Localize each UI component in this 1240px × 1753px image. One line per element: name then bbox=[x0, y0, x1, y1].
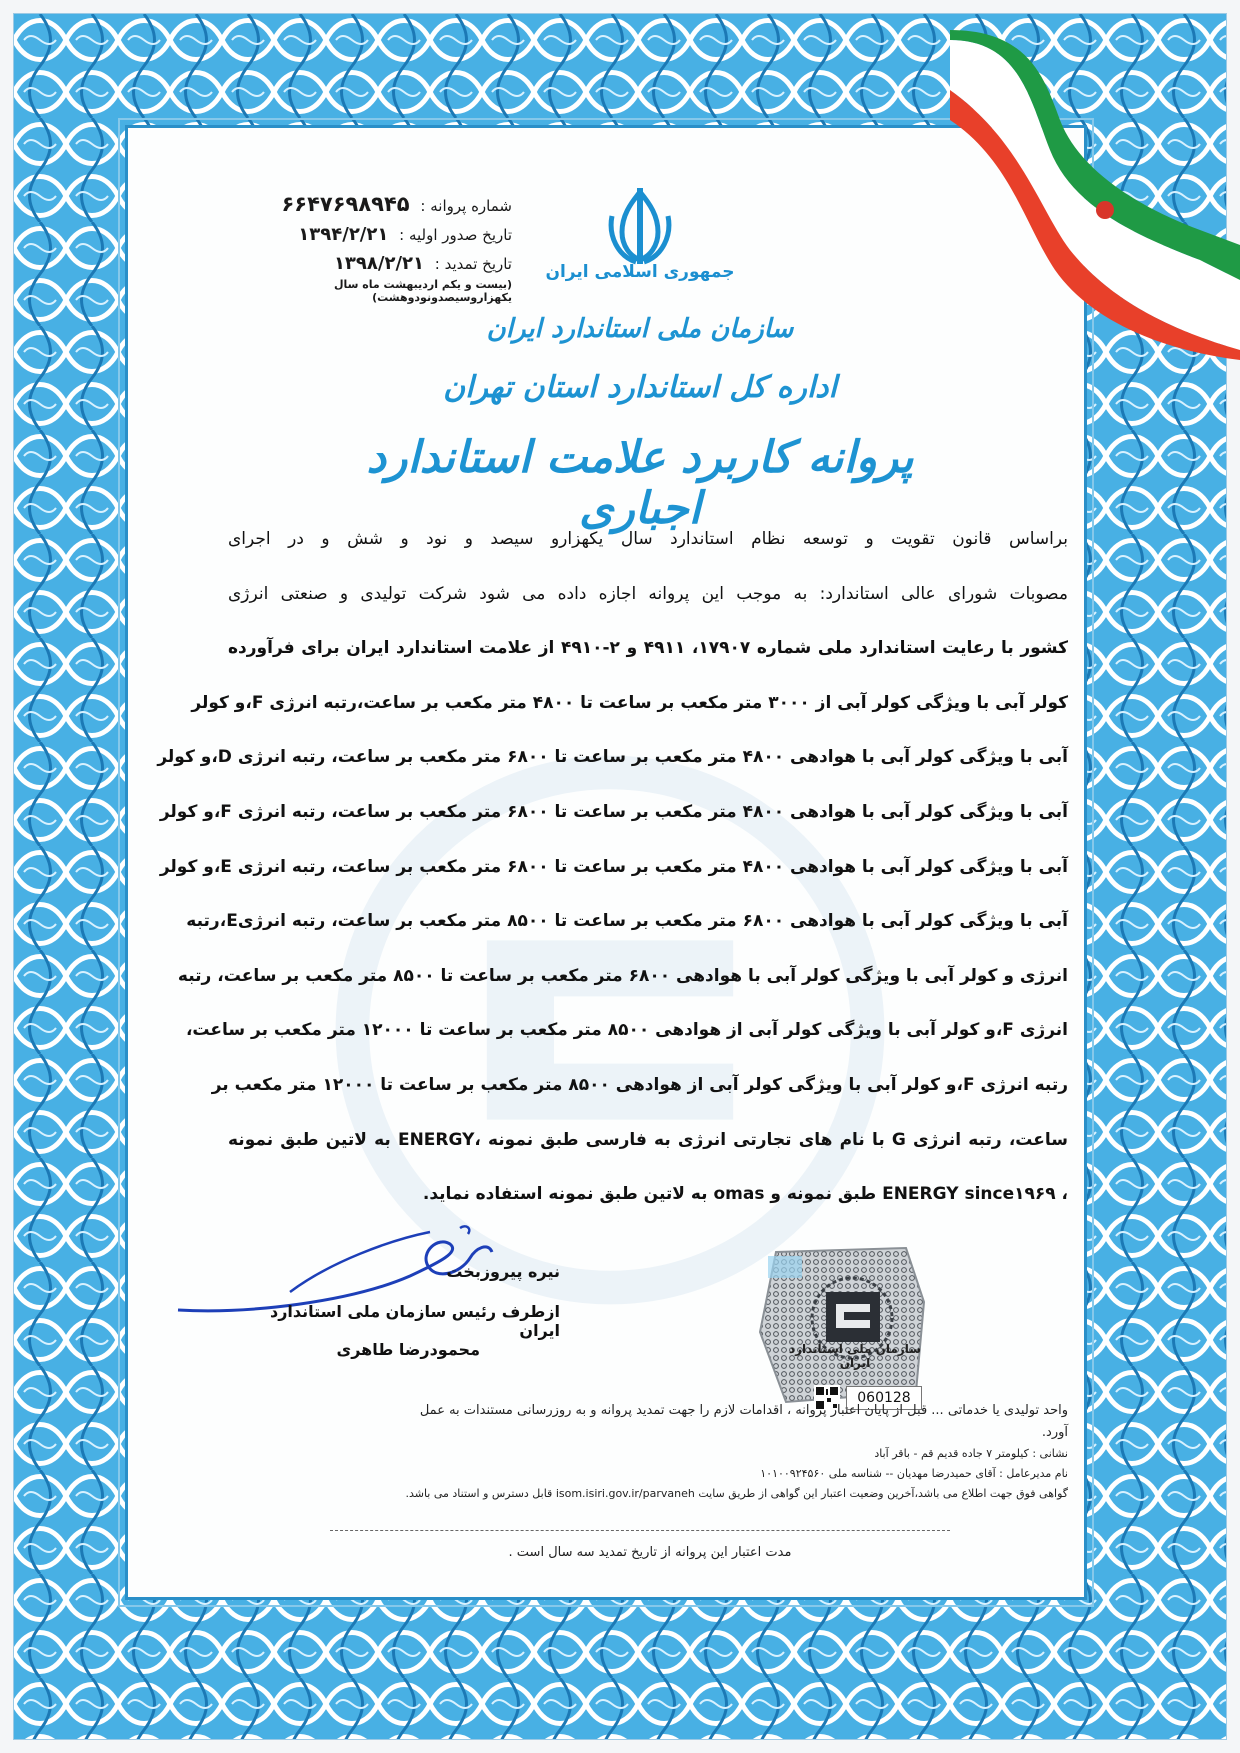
address: نشانی : کیلومتر ۷ جاده قدیم قم - باقر آباد bbox=[874, 1447, 1068, 1460]
issue-date-row bbox=[232, 224, 512, 245]
republic-label: جمهوری اسلامی ایران bbox=[545, 262, 735, 282]
issue-date: ۱۳۹۴/۲/۲۱ bbox=[298, 224, 389, 245]
license-body bbox=[157, 512, 1068, 1222]
footer-notes bbox=[236, 1400, 1068, 1504]
body-line: ، ENERGY since۱۹۶۹ طبق نمونه و omas به لاتین طبق نمونه استفاده نماید. bbox=[422, 1184, 1068, 1205]
flag-emblem-icon bbox=[1096, 201, 1114, 219]
signatory-role: ازطرف رئیس سازمان ملی استاندارد ایران bbox=[269, 1302, 560, 1340]
organization-name: سازمان ملی استاندارد ایران bbox=[486, 314, 794, 344]
office-name: اداره کل استاندارد استان تهران bbox=[443, 370, 837, 405]
footer-divider bbox=[330, 1530, 950, 1531]
renewal-date-row bbox=[232, 253, 512, 274]
body-line: براساس قانون تقویت و توسعه نظام استاندارد سال یکهزارو سیصد و نود و شش و در اجرای bbox=[228, 529, 1068, 549]
body-line: انرژی F،و کولر آبی با ویژگی کولر آبی از هوادهی ۸۵۰۰ متر مکعب بر ساعت تا ۱۲۰۰۰ متر مکعب بر ساعت، bbox=[185, 1020, 1068, 1041]
body-line: مصوبات شورای عالی استاندارد: به موجب این پروانه اجازه داده می شود شرکت تولیدی و صنعتی انرژی bbox=[228, 583, 1068, 604]
document-title: پروانه کاربرد علامت استاندارد اجباری bbox=[366, 432, 914, 534]
seal-caption: سازمان ملی استاندارد ایران bbox=[788, 1342, 922, 1370]
body-line: ساعت، رتبه انرژی G با نام های تجارتی انرژی به فارسی طبق نمونه ،ENERGY به لاتین طبق نمونه bbox=[228, 1129, 1068, 1150]
seal-serial-number: 060128 bbox=[846, 1386, 922, 1410]
license-info bbox=[232, 192, 512, 304]
license-number: ۶۶۴۷۶۹۸۹۴۵ bbox=[281, 192, 410, 216]
body-line: آبی با ویژگی کولر آبی با هوادهی ۴۸۰۰ متر مکعب بر ساعت تا ۶۸۰۰ متر مکعب بر ساعت، رتبه انرژی D،و کولر bbox=[157, 747, 1068, 768]
iran-flag-ribbon bbox=[950, 30, 1240, 360]
body-line: آبی با ویژگی کولر آبی با هوادهی ۴۸۰۰ متر مکعب بر ساعت تا ۶۸۰۰ متر مکعب بر ساعت، رتبه انرژی F،و کولر bbox=[159, 801, 1068, 822]
renewal-note: واحد تولیدی یا خدماتی ... قبل از پایان اعتبار پروانه ، اقدامات لازم را جهت تمدید پروانه و به روزرسانی مستندات به عمل bbox=[419, 1403, 1068, 1418]
license-number-row bbox=[232, 192, 512, 216]
license-number-label: شماره پروانه : bbox=[420, 197, 512, 215]
body-line: رتبه انرژی F،و کولر آبی با ویژگی کولر آبی از هوادهی ۸۵۰۰ متر مکعب بر ساعت تا ۱۲۰۰۰ متر مکعب بر bbox=[211, 1074, 1068, 1095]
body-line: کولر آبی با ویژگی کولر آبی از ۳۰۰۰ متر مکعب بر ساعت تا ۴۸۰۰ متر مکعب بر ساعت،رتبه انرژی F،و کولر bbox=[191, 692, 1068, 713]
issue-date-label: تاریخ صدور اولیه : bbox=[399, 226, 512, 244]
body-line: آبی با ویژگی کولر آبی با هوادهی ۴۸۰۰ متر مکعب بر ساعت تا ۶۸۰۰ متر مکعب بر ساعت، رتبه انرژی E،و کولر bbox=[159, 856, 1068, 877]
renewal-date: ۱۳۹۸/۲/۲۱ bbox=[333, 253, 424, 274]
body-line: آبی با ویژگی کولر آبی با هوادهی ۶۸۰۰ متر مکعب بر ساعت تا ۸۵۰۰ متر مکعب بر ساعت، رتبه انرژیE،رتبه bbox=[186, 911, 1068, 932]
renewal-date-label: تاریخ تمدید : bbox=[434, 255, 512, 273]
renewal-date-words: (بیست و یکم اردیبهشت ماه سال یکهزاروسیصدونودوهشت) bbox=[333, 278, 512, 304]
body-line: کشور با رعایت استاندارد ملی شماره ۱۷۹۰۷، ۴۹۱۱ و ۲-۴۹۱۰ از علامت استاندارد ایران برای فرآورده bbox=[228, 638, 1068, 659]
organization-head-name: محمودرضا طاهری bbox=[336, 1340, 480, 1359]
signatory-name: نیره پیروزبخت bbox=[446, 1262, 560, 1281]
validity-note: مدت اعتبار این پروانه از تاریخ تمدید سه سال است . bbox=[508, 1545, 792, 1560]
body-line: انرژی و کولر آبی با ویژگی کولر آبی با هوادهی ۶۸۰۰ متر مکعب بر ساعت تا ۸۵۰۰ متر مکعب بر ساعت، رتبه bbox=[177, 965, 1068, 986]
renewal-note-cont: آورد. bbox=[1041, 1425, 1068, 1440]
iran-emblem-icon bbox=[600, 186, 680, 266]
verification-note: گواهی فوق جهت اطلاع می باشد،آخرین وضعیت اعتبار این گواهی از طریق سایت isom.isiri.gov.ir/parvaneh قابل دسترس و استناد می باشد. bbox=[405, 1487, 1068, 1500]
manager-info: نام مدیرعامل : آقای حمیدرضا مهدیان -- شناسه ملی ۱۰۱۰۰۹۲۴۵۶۰ bbox=[760, 1467, 1068, 1480]
